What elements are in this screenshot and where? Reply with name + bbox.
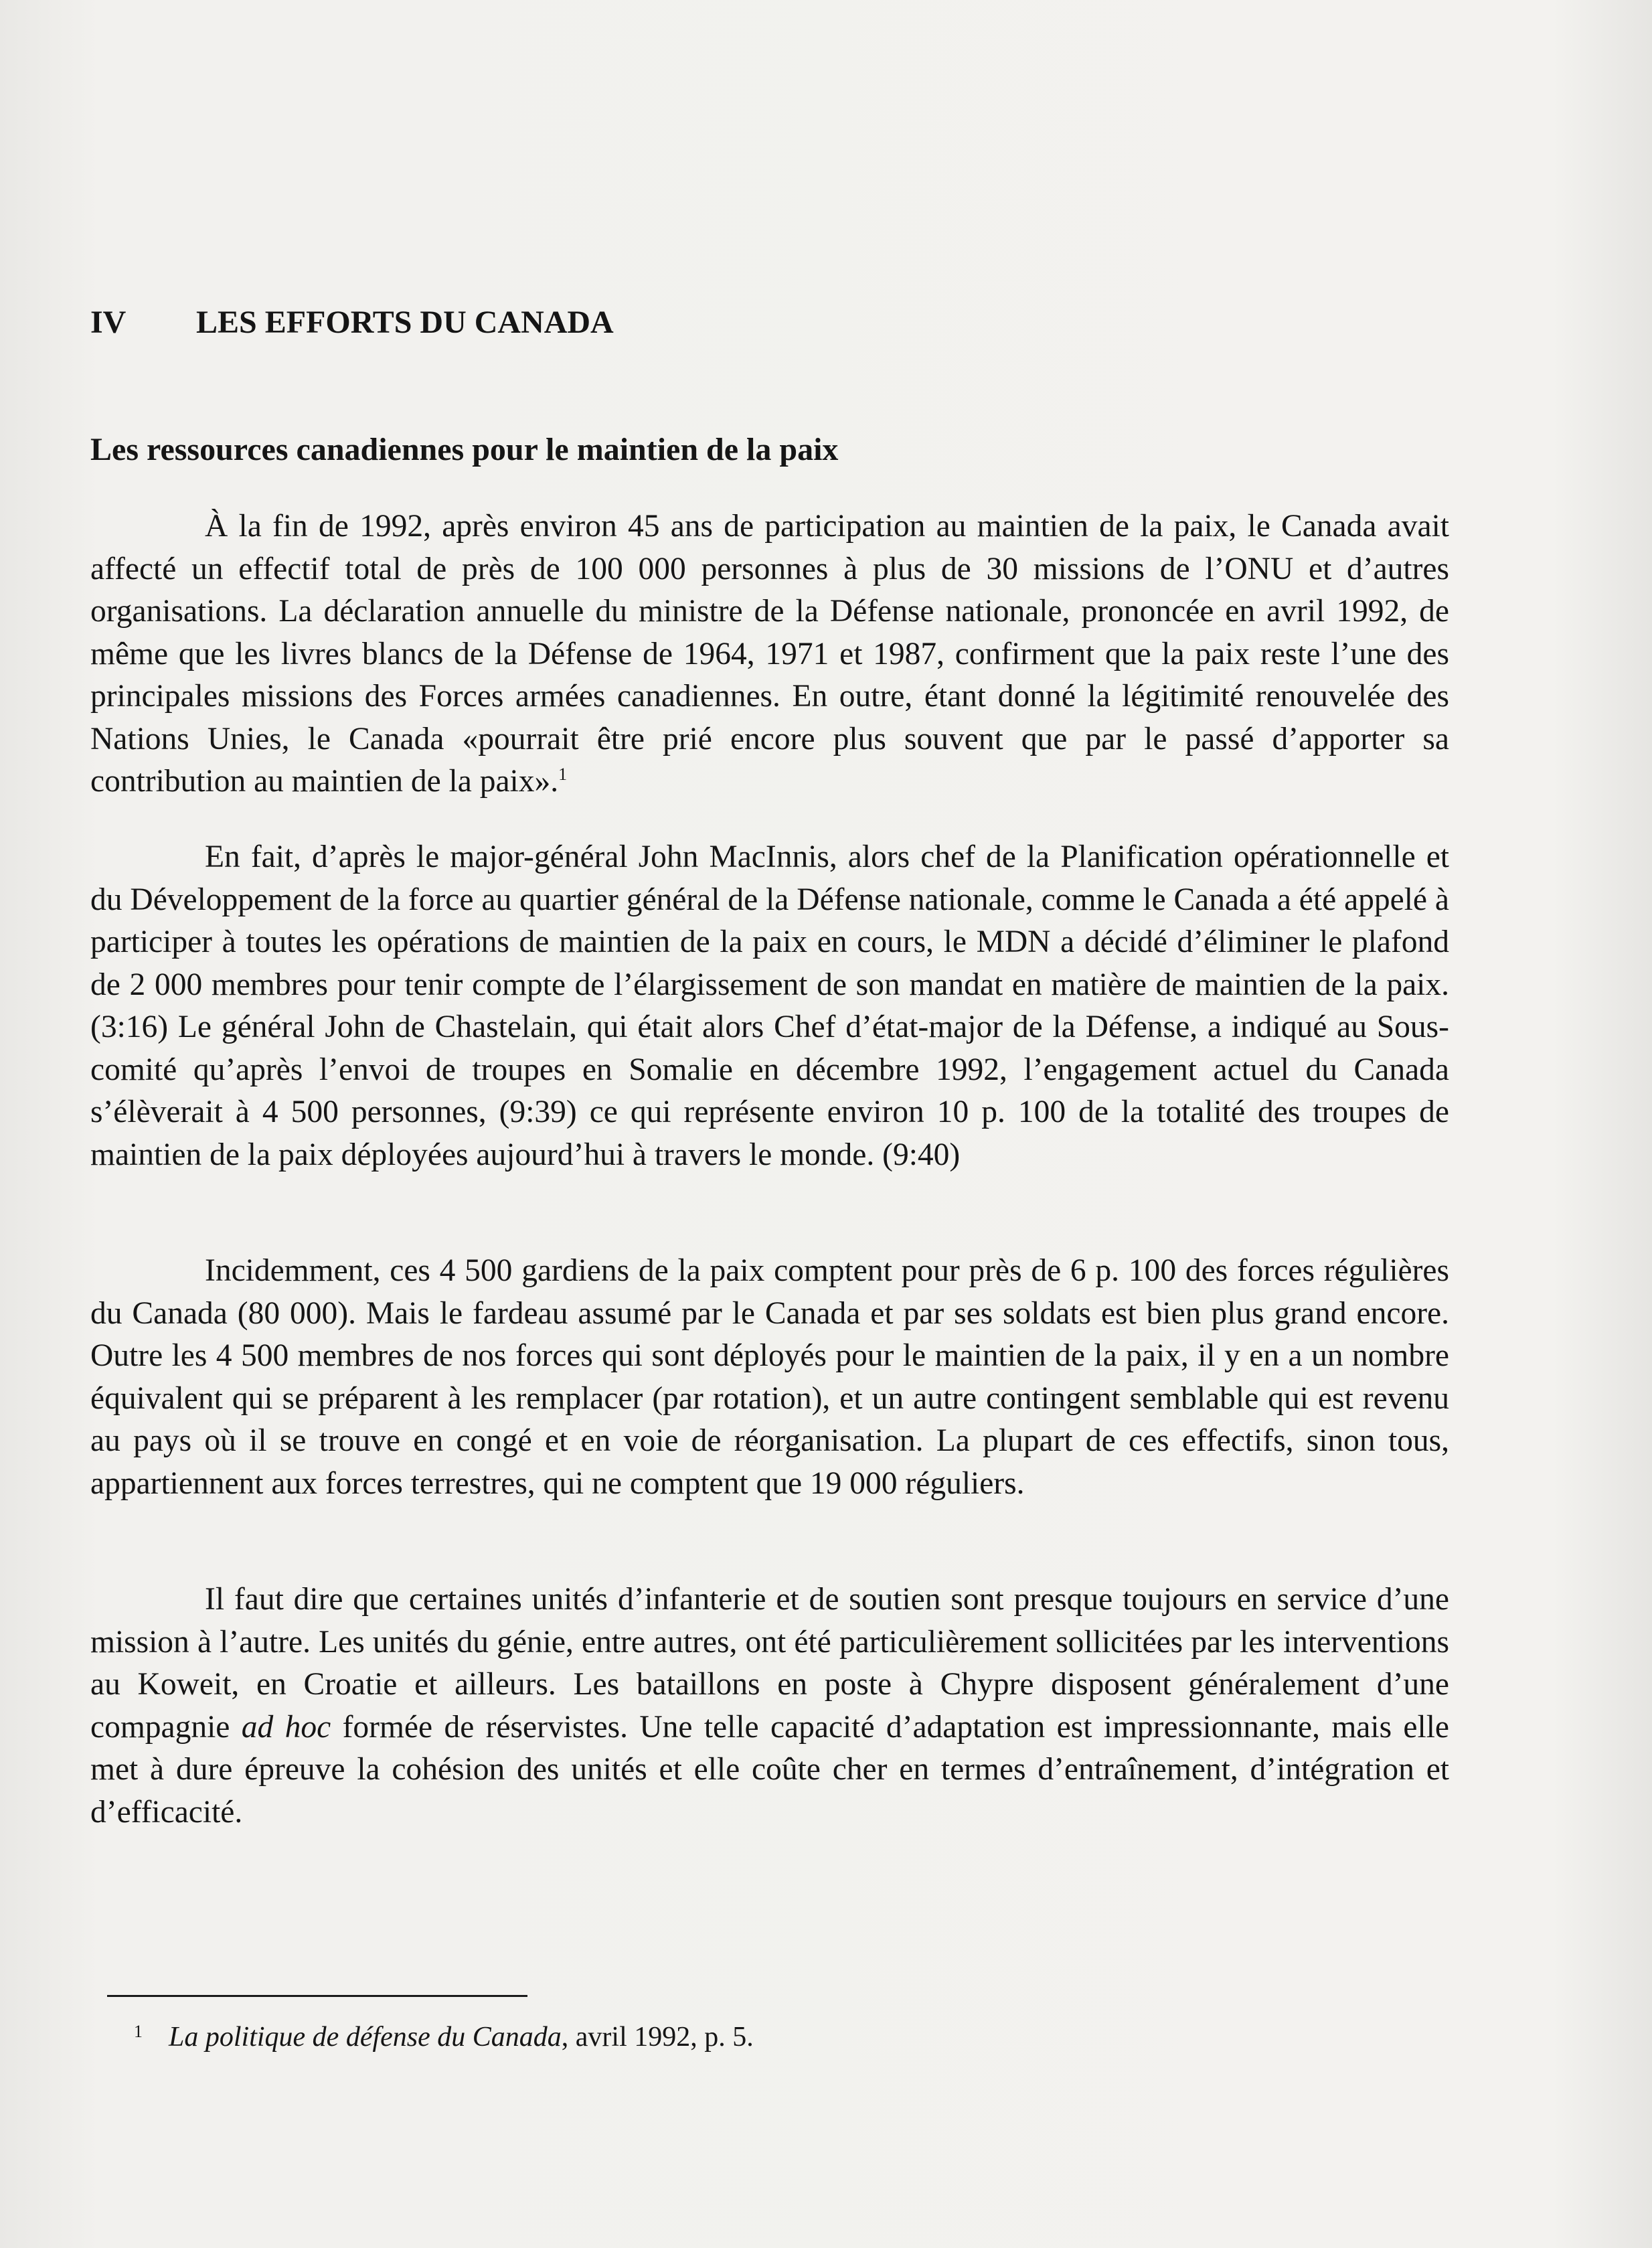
section-heading: [90, 303, 1449, 343]
footnote: [134, 2018, 1440, 2056]
paragraph-2: En fait, d’après le major-général John MacInnis, alors chef de la Planification opérationnelle et du Développement de la force au quartier général de la Défense nationale, comme le Canada a été appelé à participer à toutes les opérations de maintien de la paix en cours, le MDN a décidé d’éliminer le plafond de 2 000 membres pour tenir compte de l’élargissement de son mandat en matière de maintien de la paix. (3:16) Le général John de Chastelain, qui était alors Chef d’état-major de la Défense, a indiqué au Sous-comité qu’après l’envoi de troupes en Somalie en décembre 1992, l’engagement actuel du Canada s’élèverait à 4 500 personnes, (9:39) ce qui représente environ 10 p. 100 de la totalité des troupes de maintien de la paix déployées aujourd’hui à travers le monde. (9:40): [90, 839, 1449, 1172]
footnote-text: , avril 1992, p. 5.: [561, 2022, 754, 2053]
paragraph-4: [90, 1579, 1449, 1834]
subheading: Les ressources canadiennes pour le maintien de la paix: [90, 432, 839, 467]
footnote-title: La politique de défense du Canada: [169, 2022, 562, 2053]
section-number: IV: [90, 305, 127, 340]
paragraph-4-italic-term: ad hoc: [241, 1709, 331, 1745]
paragraph-4-text-end: formée de réservistes. Une telle capacité d’adaptation est impressionnante, mais elle met à dure épreuve la cohésion des unités et elle coûte cher en termes d’entraînement, d’intégration et d’efficacité.: [90, 1709, 1449, 1830]
paragraph-1-text: À la fin de 1992, après environ 45 ans de participation au maintien de la paix, le Canada avait affecté un effectif total de près de 100 000 personnes à plus de 30 missions de l’ONU et d’autres organisations. La déclaration annuelle du ministre de la Défense nationale, prononcée en avril 1992, de même que les livres blancs de la Défense de 1964, 1971 et 1987, confirment que la paix reste l’une des principales missions des Forces armées canadiennes. En outre, étant donné la légitimité renouvelée des Nations Unies, le Canada «pourrait être prié encore plus souvent que par le passé d’apporter sa contribution au maintien de la paix».: [90, 509, 1449, 799]
paragraph-3: Incidemment, ces 4 500 gardiens de la paix comptent pour près de 6 p. 100 des forces régulières du Canada (80 000). Mais le fardeau assumé par le Canada et par ses soldats est bien plus grand encore. Outre les 4 500 membres de nos forces qui sont déployés pour le maintien de la paix, il y en a un nombre équivalent qui se préparent à les remplacer (par rotation), et un autre contingent semblable qui est revenu au pays où il se trouve en congé et en voie de réorganisation. La plupart de ces effectifs, sinon tous, appartiennent aux forces terrestres, qui ne comptent que 19 000 réguliers.: [90, 1253, 1449, 1501]
footnote-mark: 1: [134, 2022, 143, 2041]
section-title: LES EFFORTS DU CANADA: [196, 305, 614, 340]
footnote-reference[interactable]: 1: [558, 765, 568, 785]
paragraph-1: [90, 505, 1449, 803]
paragraph-4-text-start: Il faut dire que certaines unités d’infanterie et de soutien sont presque toujours en service d’une mission à l’autre. Les unités du génie, entre autres, ont été particulièrement sollicitées par les interventions au Koweit, en Croatie et ailleurs. Les bataillons en poste à Chypre disposent généralement d’une compagnie: [90, 1582, 1449, 1745]
footnote-divider: [107, 1995, 527, 1997]
